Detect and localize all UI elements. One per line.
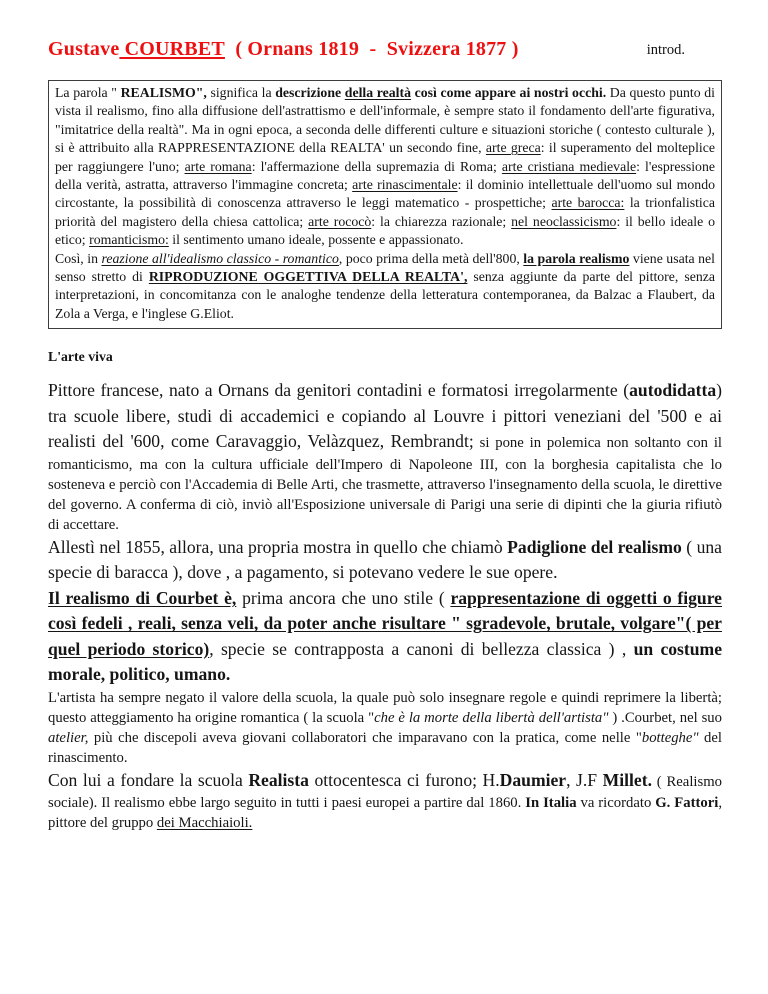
body-paragraph-biography: [48, 378, 722, 535]
text-segment: , poco prima della metà dell'800,: [338, 250, 524, 266]
text-segment: arte romana: [184, 158, 252, 174]
text-segment: un costume morale, politico, umano.: [48, 638, 723, 685]
text-segment: reazione all'idealismo classico - romantico: [101, 250, 339, 266]
body-paragraph-legacy: [48, 768, 722, 834]
text-segment: Il realismo di Courbet è,: [48, 587, 237, 608]
text-segment: Allestì nel 1855, allora, una propria mostra in quello che chiamò: [48, 536, 508, 557]
text-segment: , pittore del gruppo: [48, 795, 722, 832]
text-segment: Da questo punto di vista il realismo, fino alla diffusione dell'astrattismo e dell'informale, è sempre stato il fondamento dell'arte figurativa, "imitatrice della realtà". Ma in ogni epoca, a seconda delle differenti culture e situazioni storiche ( contesto culturale ), si è attribuito alla RAPPRESENTAZIONE della REALTA' un secondo fine,: [55, 85, 715, 156]
text-segment: Pittore francese, nato a Ornans da genitori contadini e formatosi irregolarmente (: [48, 380, 630, 401]
text-segment: arte barocca:: [551, 195, 625, 211]
text-segment: arte rococò: [308, 213, 372, 229]
text-segment: Così, in: [55, 250, 102, 266]
text-segment: che è la morte della libertà dell'artista": [374, 709, 609, 726]
text-segment: : l'espressione della verità, astratta, attraverso l'immagine concreta;: [55, 158, 715, 193]
text-segment: : il dominio intellettuale dell'uomo sul mondo circostante, la possibilità di conoscenza attraverso le leggi matematico - prospettiche;: [55, 177, 715, 211]
realismo-definition-box: [48, 80, 722, 329]
text-segment: della realtà: [344, 85, 411, 100]
text-segment: , specie se contrapposta a canoni di bellezza classica ) ,: [209, 638, 634, 659]
text-segment: Padiglione del realismo: [507, 536, 682, 557]
text-segment: La parola ": [55, 85, 121, 100]
text-segment: più che discepoli aveva giovani collaboratori che imparavano con la pratica, come nelle ": [88, 729, 642, 746]
text-segment: va ricordato: [576, 795, 656, 812]
text-segment: REALISMO",: [120, 85, 207, 100]
text-segment: descrizione: [275, 85, 345, 100]
text-segment: : l'affermazione della supremazia di Roma;: [251, 158, 502, 174]
box-paragraph-history: [55, 250, 715, 324]
text-segment: : la chiarezza razionale;: [371, 213, 512, 229]
text-segment: arte rinascimentale: [352, 177, 458, 193]
text-segment: senza aggiunte da parte del pittore, senza interpretazioni, in concomitanza con le analoghe tendenze della letteratura contemporanea, da Balzac a Flaubert, da Zola a Verga, e l'inglese G.Eliot.: [55, 269, 715, 321]
text-segment: romanticismo:: [89, 232, 169, 248]
page-title: [48, 38, 519, 60]
text-segment: botteghe": [641, 729, 699, 746]
text-segment: RIPRODUZIONE OGGETTIVA DELLA REALTA',: [148, 269, 468, 285]
text-segment: : il bello ideale o etico;: [55, 213, 715, 248]
body-paragraph-realism-style: [48, 586, 722, 688]
document-header: [48, 38, 722, 65]
text-segment: rappresentazione di oggetti o figure così fedeli , reali, senza veli, da poter anche risultare " sgradevole, brutale, volgare"( per quel periodo storico): [48, 587, 722, 659]
text-segment: il sentimento umano ideale, possente e appassionato.: [168, 232, 464, 248]
section-heading: L'arte viva: [48, 349, 113, 365]
text-segment: dei Macchiaioli.: [156, 815, 253, 832]
text-segment: Realista: [248, 769, 309, 790]
text-segment: In Italia: [525, 795, 577, 812]
text-segment: , J.F: [566, 769, 603, 790]
text-segment: atelier,: [48, 729, 89, 746]
text-segment: viene usata nel senso stretto di: [55, 250, 716, 285]
text-segment: arte cristiana medievale: [501, 158, 637, 174]
text-segment: prima ancora che uno stile (: [236, 587, 451, 608]
document-body: [48, 378, 722, 833]
text-segment: arte greca: [485, 140, 541, 156]
text-segment: Con lui a fondare la scuola: [48, 769, 249, 790]
intro-annotation: introd.: [646, 42, 685, 58]
text-segment: si pone in polemica non soltanto con il romanticismo, ma con la cultura ufficiale dell'Impero di Napoleone III, con la borghesia capitalista che lo sosteneva e perciò con l'Accademia di Belle Arti, che trasmette, attraverso l'insegnamento della scuola, le direttive del governo. A conferma di ciò, inviò all'Esposizione universale di Parigi una serie di dipinti che la giuria rifiutò di accettare.: [48, 435, 722, 533]
body-paragraph-pavilion: [48, 535, 722, 586]
text-segment: COURBET: [119, 38, 225, 60]
text-segment: : il superamento del molteplice per raggiungere l'uno;: [55, 140, 715, 174]
text-segment: Millet.: [602, 769, 652, 790]
text-segment: ) .Courbet, nel suo: [608, 709, 722, 726]
text-segment: ( Realismo sociale). Il realismo ebbe largo seguito in tutti i paesi europei a partire dal 1860.: [48, 773, 722, 812]
text-segment: autodidatta: [629, 380, 717, 401]
text-segment: del rinascimento.: [48, 729, 722, 766]
text-segment: L'artista ha sempre negato il valore della scuola, la quale può solo insegnare regole e quindi reprimere la libertà; questo atteggiamento ha origine romantica ( la scuola ": [48, 689, 722, 726]
text-segment: la trionfalistica priorità del magistero della chiesa cattolica;: [55, 195, 715, 229]
text-segment: nel neoclassicismo: [511, 213, 617, 229]
text-segment: G. Fattori: [655, 795, 719, 812]
text-segment: ( Ornans 1819 - Svizzera 1877 ): [224, 38, 519, 60]
text-segment: ( una specie di baracca ), dove , a pagamento, si potevano vedere le sue opere.: [48, 536, 722, 583]
text-segment: la parola realismo: [523, 250, 630, 266]
text-segment: Daumier: [499, 769, 567, 790]
text-segment: Gustave: [48, 38, 120, 60]
text-segment: così come appare ai nostri occhi.: [411, 85, 607, 100]
box-paragraph-definition: [55, 84, 715, 250]
text-segment: ottocentesca ci furono; H.: [308, 769, 500, 790]
body-paragraph-school: [48, 688, 722, 768]
text-segment: ) tra scuole libere, studi di accademici e copiando al Louvre i pittori veneziani del '500 e ai realisti del '600, come Caravaggio, Velàzquez, Rembrandt;: [48, 380, 722, 452]
text-segment: significa la: [206, 85, 276, 100]
